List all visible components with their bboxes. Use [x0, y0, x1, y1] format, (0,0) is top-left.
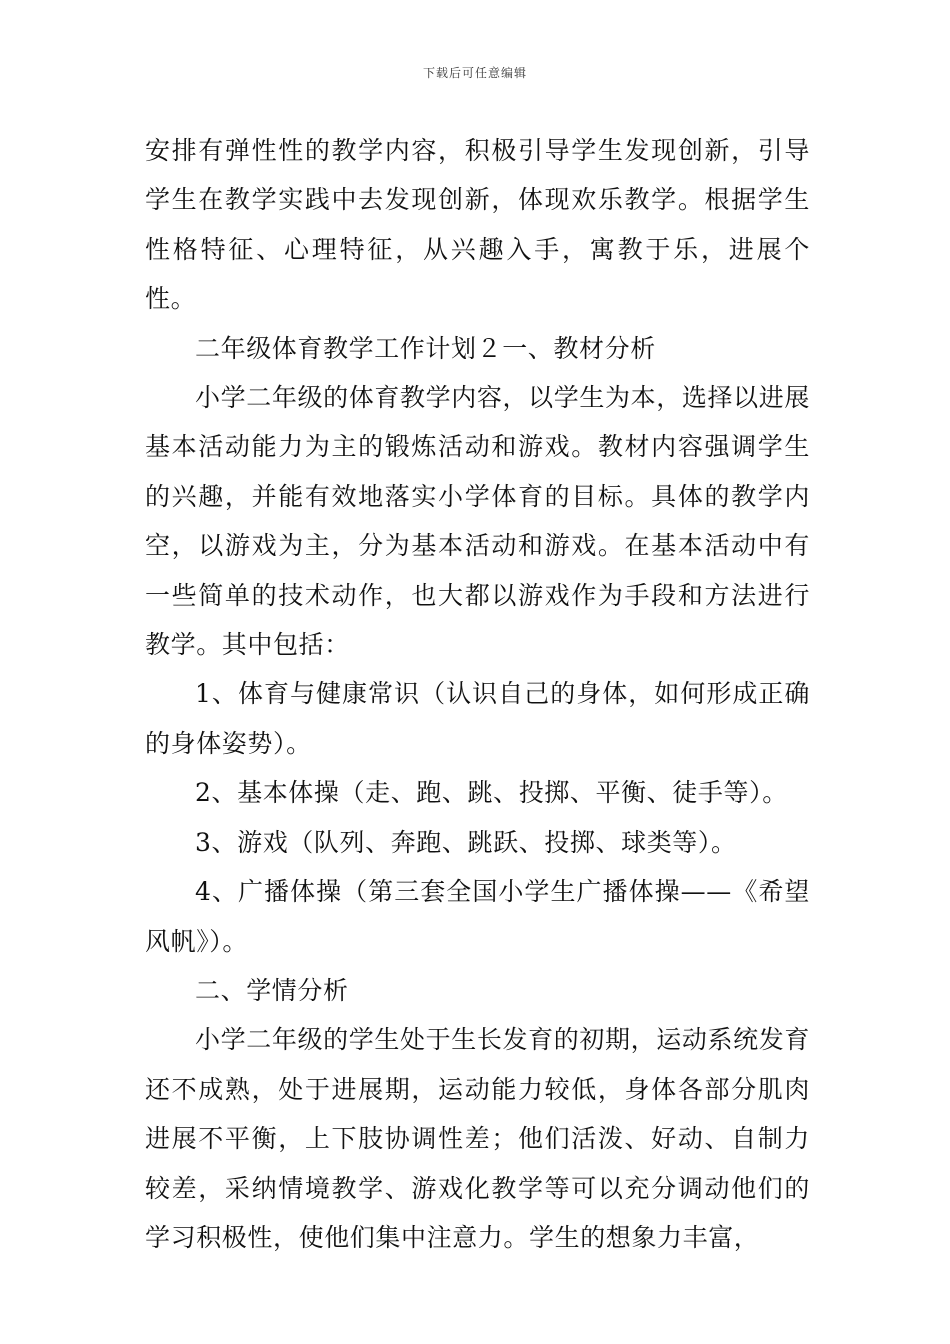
paragraph-student-analysis: 小学二年级的学生处于生长发育的初期，运动系统发育还不成熟，处于进展期，运动能力较低，身体各部分肌肉进展不平衡，上下肢协调性差；他们活泼、好动、自制力较差，采纳情境教学、游戏化教学等可以充分调动他们的学习积极性，使他们集中注意力。学生的想象力丰富，	[145, 1025, 810, 1252]
section-heading-student-analysis: 二、学情分析	[195, 975, 349, 1005]
section-heading-materials: 二年级体育教学工作计划２一、教材分析	[195, 333, 656, 363]
list-item-broadcast-exercise: 4、广播体操（第三套全国小学生广播体操——《希望风帆》）。	[145, 877, 810, 956]
paragraph-materials-analysis: 小学二年级的体育教学内容，以学生为本，选择以进展基本活动能力为主的锻炼活动和游戏。教材内容强调学生的兴趣，并能有效地落实小学体育的目标。具体的教学内空，以游戏为主，分为基本活动和游戏。在基本活动中有一些简单的技术动作，也大都以游戏作为手段和方法进行教学。其中包括：	[145, 383, 810, 660]
list-item-health-knowledge: 1、体育与健康常识（认识自己的身体，如何形成正确的身体姿势）。	[145, 679, 810, 758]
list-item-games: 3、游戏（队列、奔跑、跳跃、投掷、球类等）。	[195, 827, 737, 857]
document-body	[145, 126, 810, 1262]
page-header-note: 下载后可任意编辑	[422, 66, 527, 80]
list-item-basic-gymnastics: 2、基本体操（走、跑、跳、投掷、平衡、徒手等）。	[195, 778, 788, 808]
paragraph-continuation: 安排有弹性性的教学内容，积极引导学生发现创新，引导学生在教学实践中去发现创新，体现欢乐教学。根据学生性格特征、心理特征，从兴趣入手，寓教于乐，进展个性。	[145, 136, 810, 314]
